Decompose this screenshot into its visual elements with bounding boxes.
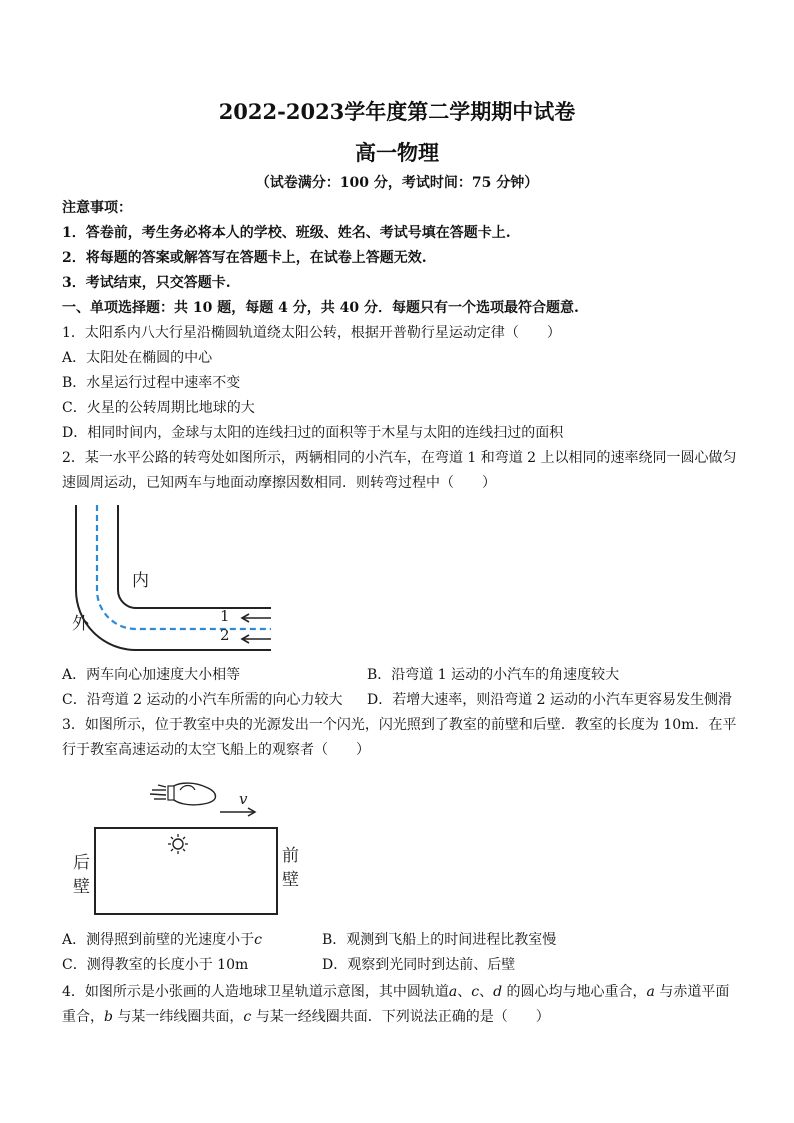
back-wall-label-2: 壁 xyxy=(73,877,90,897)
q3-stem-line2: 行于教室高速运动的太空飞船上的观察者（ ） xyxy=(62,742,370,758)
inner-road-edge xyxy=(118,505,271,608)
q2-option-a: A．两车向心加速度大小相等 xyxy=(62,667,241,683)
q1-option-b: B．水星运行过程中速率不变 xyxy=(62,375,241,391)
back-wall-label-1: 后 xyxy=(73,853,90,873)
q3-option-d: D．观察到光同时到达前、后壁 xyxy=(322,957,516,973)
q4-stem-line2: 重合，b 与某一纬线圈共面，c 与某一经线圈共面．下列说法正确的是（ ） xyxy=(62,1009,550,1025)
front-wall-label-1: 前 xyxy=(282,846,299,866)
label-inner: 内 xyxy=(132,571,149,591)
q2-option-d: D．若增大速率，则沿弯道 2 运动的小汽车更容易发生侧滑 xyxy=(367,692,733,708)
light-source-icon xyxy=(168,834,188,854)
subject-title: 高一物理 xyxy=(355,140,439,165)
q2-stem-line2: 速圆周运动，已知两车与地面动摩擦因数相同．则转弯过程中（ ） xyxy=(62,475,496,491)
q3-stem-line1: 3．如图所示，位于教室中央的光源发出一个闪光，闪光照到了教室的前壁和后壁．教室的长度为 10m．在平 xyxy=(62,717,737,733)
q4-stem-line1: 4．如图所示是小张画的人造地球卫星轨道示意图，其中圆轨道a、c、d 的圆心均与地心重合，a 与赤道平面 xyxy=(62,984,730,1000)
note-item-2: 2．将每题的答案或解答写在答题卡上，在试卷上答题无效. xyxy=(62,250,427,266)
q2-option-b: B．沿弯道 1 运动的小汽车的角速度较大 xyxy=(367,667,620,683)
q3-option-c: C．测得教室的长度小于 10m xyxy=(62,957,249,973)
notes-heading: 注意事项： xyxy=(62,200,132,216)
q3-option-b: B．观测到飞船上的时间进程比教室慢 xyxy=(322,932,557,948)
exam-title: 2022-2023学年度第二学期期中试卷 xyxy=(218,99,576,124)
classroom-figure xyxy=(68,770,318,920)
note-item-1: 1．答卷前，考生务必将本人的学校、班级、姓名、考试号填在答题卡上. xyxy=(62,225,511,241)
q2-option-c: C．沿弯道 2 运动的小汽车所需的向心力较大 xyxy=(62,692,343,708)
q1-option-c: C．火星的公转周期比地球的大 xyxy=(62,400,255,416)
q1-option-d: D．相同时间内，金球与太阳的连线扫过的面积等于木星与太阳的连线扫过的面积 xyxy=(62,425,564,441)
note-item-3: 3．考试结束，只交答题卡. xyxy=(62,275,231,291)
lane-divider-dashed xyxy=(97,505,271,629)
q1-stem: 1．太阳系内八大行星沿椭圆轨道绕太阳公转，根据开普勒行星运动定律（ ） xyxy=(62,325,561,341)
classroom-box xyxy=(95,828,277,914)
q2-stem-line1: 2．某一水平公路的转弯处如图所示，两辆相同的小汽车，在弯道 1 和弯道 2 上以相同的速率绕同一圆心做匀 xyxy=(62,450,737,466)
label-lane-2: 2 xyxy=(220,626,230,644)
road-curve-figure xyxy=(66,500,281,660)
q1-option-a: A．太阳处在椭圆的中心 xyxy=(62,350,213,366)
section-heading: 一、单项选择题：共 10 题，每题 4 分，共 40 分．每题只有一个选项最符合题意. xyxy=(62,300,579,316)
label-outer: 外 xyxy=(72,614,89,634)
label-lane-1: 1 xyxy=(220,607,230,625)
front-wall-label-2: 壁 xyxy=(282,870,299,890)
velocity-label: v xyxy=(239,790,248,808)
exam-meta: （试卷满分：100 分，考试时间：75 分钟） xyxy=(255,175,539,191)
spaceship-icon xyxy=(150,783,216,805)
q3-option-a: A．测得照到前壁的光速度小于c xyxy=(62,932,262,948)
